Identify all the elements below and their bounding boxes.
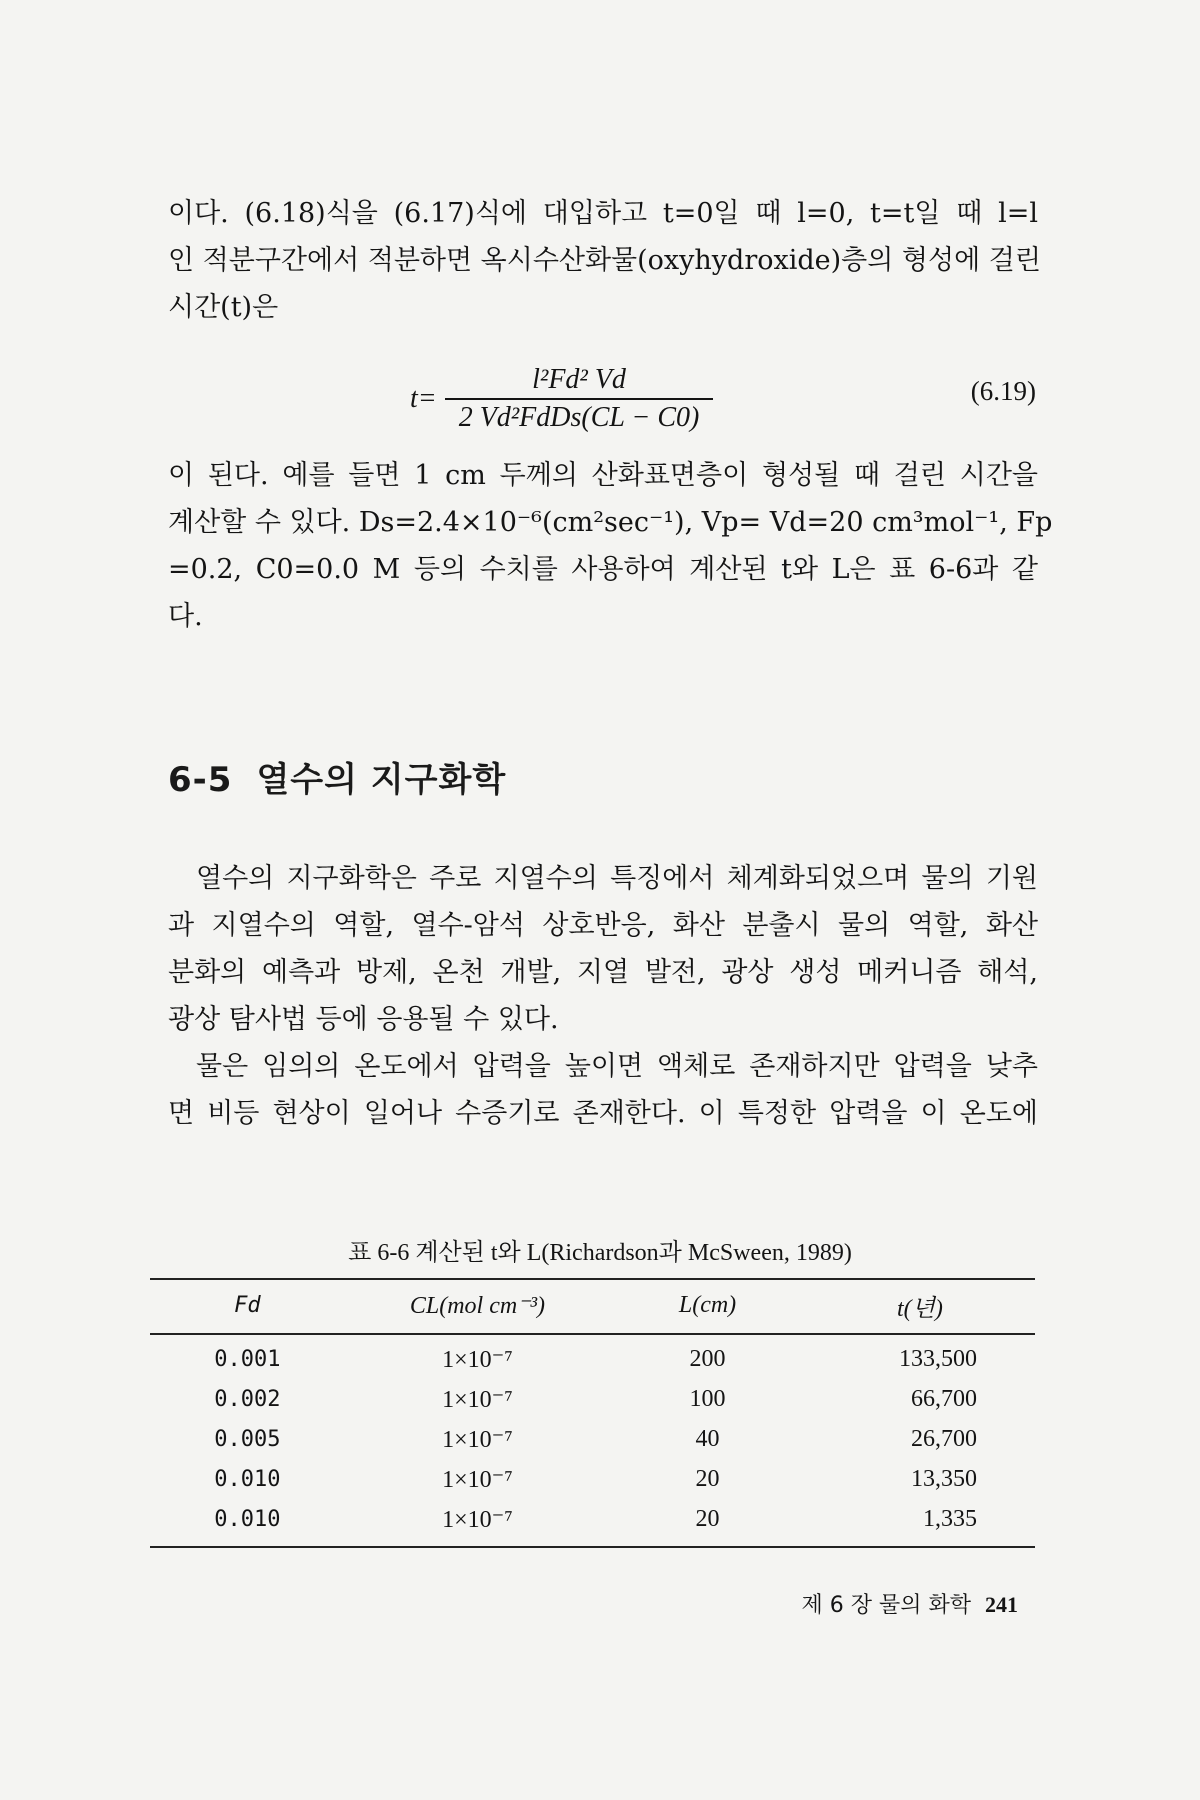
section-title: 열수의 지구화학 <box>256 760 507 800</box>
table-cell: 20 <box>610 1500 805 1547</box>
table-cell: 0.010 <box>150 1500 345 1547</box>
table-cell: 200 <box>689 1346 726 1372</box>
section-heading <box>168 752 506 801</box>
text-line: 광상 탐사법 등에 응용될 수 있다. <box>168 1004 559 1035</box>
table-cell: 1×10⁻⁷ <box>442 1347 513 1373</box>
table-cell: 20 <box>695 1466 720 1492</box>
table-row <box>150 1334 1035 1380</box>
text-line: =0.2, C0=0.0 M 등의 수치를 사용하여 계산된 t와 L은 표 6-6과 같 <box>168 554 1038 585</box>
paragraph-intro <box>168 190 1041 331</box>
table-cell: 100 <box>689 1386 726 1412</box>
text-line: 다. <box>168 601 203 632</box>
text-line: 면 비등 현상이 일어나 수증기로 존재한다. 이 특정한 압력을 이 온도에 <box>168 1098 1038 1129</box>
equation-number: (6.19) <box>970 376 1036 406</box>
table-row <box>150 1500 1035 1547</box>
column-header: L(cm) <box>610 1279 805 1334</box>
table-cell: 26,700 <box>911 1426 977 1452</box>
text-line: 시간(t)은 <box>168 292 279 323</box>
equation-numerator: l²Fd² Vd <box>532 364 626 395</box>
table-cell: 1×10⁻⁷ <box>442 1427 513 1453</box>
table-caption: 표 6-6 계산된 t와 L(Richardson과 McSween, 1989) <box>348 1240 852 1266</box>
table-cell: 13,350 <box>911 1466 977 1492</box>
table-cell: 1×10⁻⁷ <box>442 1387 513 1413</box>
table-cell: 1×10⁻⁷ <box>345 1500 611 1547</box>
table-cell: 133,500 <box>899 1346 977 1372</box>
table-row <box>150 1380 1035 1420</box>
equation-lhs: t= <box>410 383 437 414</box>
chapter-title: 제 6 장 물의 화학 <box>801 1593 971 1618</box>
table-cell: 1,335 <box>805 1500 1035 1547</box>
text-line: 열수의 지구화학은 주로 지열수의 특징에서 체계화되었으며 물의 기원 <box>196 863 1038 894</box>
paragraph-hydrothermal <box>168 855 1038 1137</box>
page-number: 241 <box>985 1592 1018 1617</box>
column-header: CL(mol cm⁻³) <box>345 1279 611 1334</box>
table-cell: 0.001 <box>214 1347 281 1372</box>
text-line: 분화의 예측과 방제, 온천 개발, 지열 발전, 광상 생성 메커니즘 해석, <box>168 957 1038 988</box>
table-cell: 66,700 <box>911 1386 977 1412</box>
equation-6-19 <box>410 356 713 442</box>
table-row <box>150 1420 1035 1460</box>
equation-fraction <box>445 364 714 434</box>
text-line: 이 된다. 예를 들면 1 cm 두께의 산화표면층이 형성될 때 걸린 시간을 <box>168 460 1038 491</box>
table-cell: 40 <box>695 1426 720 1452</box>
table-row <box>150 1460 1035 1500</box>
text-line: 계산할 수 있다. Ds=2.4×10⁻⁶(cm²sec⁻¹), Vp= Vd=20 cm³mol⁻¹, Fp <box>168 507 1053 538</box>
table-cell: 0.002 <box>214 1387 281 1412</box>
table-cell: 0.005 <box>214 1427 281 1452</box>
table-cell: 1×10⁻⁷ <box>442 1467 513 1493</box>
paragraph-calculation <box>168 452 1053 640</box>
equation-denominator: 2 Vd²FdDs(CL − C0) <box>445 398 714 434</box>
text-line: 인 적분구간에서 적분하면 옥시수산화물(oxyhydroxide)층의 형성에 걸린 <box>168 245 1041 276</box>
table-header-row <box>150 1279 1035 1334</box>
text-line: 물은 임의의 온도에서 압력을 높이면 액체로 존재하지만 압력을 낮추 <box>196 1051 1038 1082</box>
data-table <box>150 1278 1035 1548</box>
text-line: 과 지열수의 역할, 열수-암석 상호반응, 화산 분출시 물의 역할, 화산 <box>168 910 1038 941</box>
column-header: t(년) <box>805 1279 1035 1334</box>
table-cell: 0.010 <box>214 1467 281 1492</box>
column-header: Fd <box>150 1279 345 1334</box>
page-footer <box>802 1588 1018 1619</box>
text-line: 이다. (6.18)식을 (6.17)식에 대입하고 t=0일 때 l=0, t=t일 때 l=l <box>168 198 1038 229</box>
section-number: 6-5 <box>168 760 233 800</box>
